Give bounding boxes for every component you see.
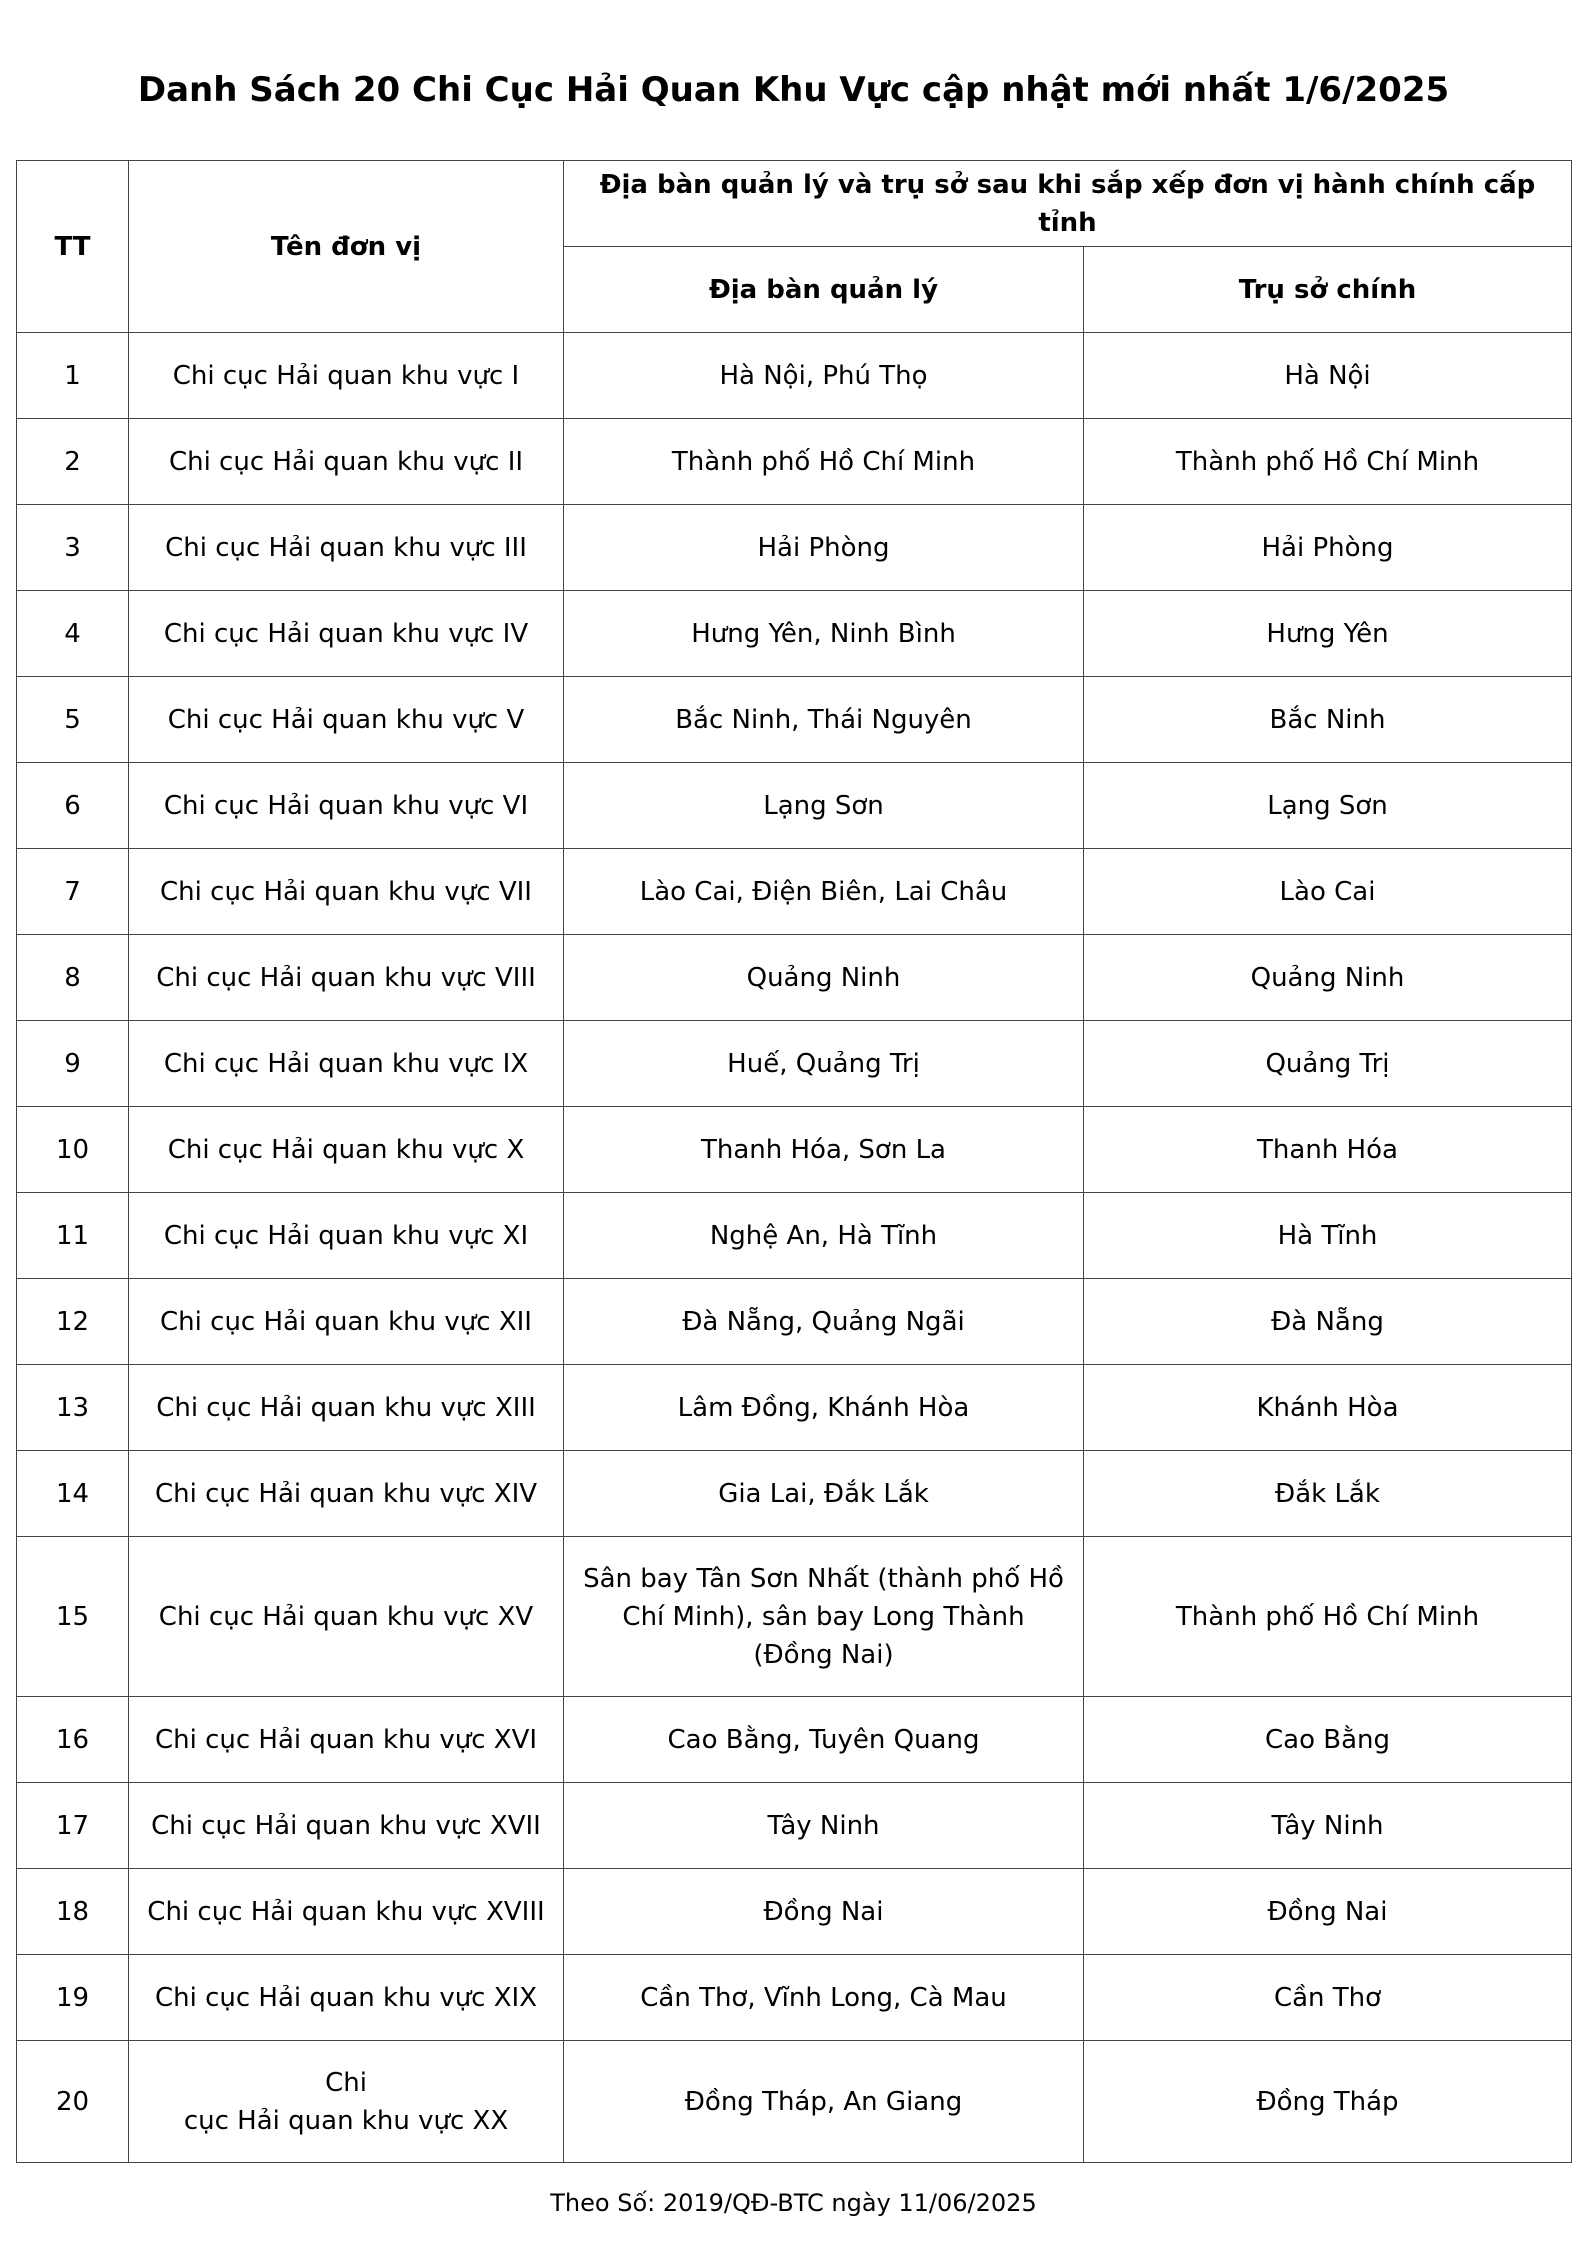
cell-tt: 3 xyxy=(17,505,129,591)
cell-headquarters: Thanh Hóa xyxy=(1084,1107,1572,1193)
table-row xyxy=(17,505,1572,591)
cell-area: Quảng Ninh xyxy=(564,935,1084,1021)
cell-headquarters: Đắk Lắk xyxy=(1084,1451,1572,1537)
cell-area: Bắc Ninh, Thái Nguyên xyxy=(564,677,1084,763)
cell-tt: 12 xyxy=(17,1279,129,1365)
cell-headquarters: Hưng Yên xyxy=(1084,591,1572,677)
cell-headquarters: Cần Thơ xyxy=(1084,1955,1572,2041)
table-row xyxy=(17,591,1572,677)
cell-headquarters: Thành phố Hồ Chí Minh xyxy=(1084,1537,1572,1697)
cell-area: Sân bay Tân Sơn Nhất (thành phố Hồ Chí Minh), sân bay Long Thành (Đồng Nai) xyxy=(564,1537,1084,1697)
cell-area: Lâm Đồng, Khánh Hòa xyxy=(564,1365,1084,1451)
table-row xyxy=(17,935,1572,1021)
cell-headquarters: Lạng Sơn xyxy=(1084,763,1572,849)
cell-unit-name: Chi cục Hải quan khu vực IV xyxy=(129,591,564,677)
customs-offices-table xyxy=(16,160,1572,2163)
cell-area: Thành phố Hồ Chí Minh xyxy=(564,419,1084,505)
cell-tt: 16 xyxy=(17,1697,129,1783)
cell-headquarters: Quảng Ninh xyxy=(1084,935,1572,1021)
table-row xyxy=(17,419,1572,505)
cell-tt: 10 xyxy=(17,1107,129,1193)
cell-unit-name: Chi cục Hải quan khu vực XVII xyxy=(129,1783,564,1869)
cell-headquarters: Hà Nội xyxy=(1084,333,1572,419)
table-row xyxy=(17,677,1572,763)
table-row xyxy=(17,1365,1572,1451)
table-row xyxy=(17,1107,1572,1193)
cell-headquarters: Bắc Ninh xyxy=(1084,677,1572,763)
table-row xyxy=(17,1537,1572,1697)
cell-area: Lào Cai, Điện Biên, Lai Châu xyxy=(564,849,1084,935)
cell-tt: 20 xyxy=(17,2041,129,2163)
cell-area: Đồng Tháp, An Giang xyxy=(564,2041,1084,2163)
footer-note: Theo Số: 2019/QĐ-BTC ngày 11/06/2025 xyxy=(550,2189,1037,2217)
cell-tt: 15 xyxy=(17,1537,129,1697)
cell-area: Hà Nội, Phú Thọ xyxy=(564,333,1084,419)
cell-area: Đà Nẵng, Quảng Ngãi xyxy=(564,1279,1084,1365)
cell-unit-name: Chi cục Hải quan khu vực XIII xyxy=(129,1365,564,1451)
cell-tt: 8 xyxy=(17,935,129,1021)
cell-area: Đồng Nai xyxy=(564,1869,1084,1955)
cell-unit-name: Chi cục Hải quan khu vực VI xyxy=(129,763,564,849)
cell-area: Nghệ An, Hà Tĩnh xyxy=(564,1193,1084,1279)
table-row xyxy=(17,1783,1572,1869)
cell-tt: 6 xyxy=(17,763,129,849)
cell-unit-name: Chi cục Hải quan khu vực VII xyxy=(129,849,564,935)
table-row xyxy=(17,849,1572,935)
cell-unit-name: Chi cục Hải quan khu vực XII xyxy=(129,1279,564,1365)
cell-area: Huế, Quảng Trị xyxy=(564,1021,1084,1107)
cell-tt: 7 xyxy=(17,849,129,935)
cell-tt: 14 xyxy=(17,1451,129,1537)
cell-area: Cần Thơ, Vĩnh Long, Cà Mau xyxy=(564,1955,1084,2041)
cell-tt: 11 xyxy=(17,1193,129,1279)
table-row xyxy=(17,1451,1572,1537)
cell-unit-name: Chi cục Hải quan khu vực IX xyxy=(129,1021,564,1107)
cell-area: Lạng Sơn xyxy=(564,763,1084,849)
table-row xyxy=(17,1279,1572,1365)
cell-unit-name: Chi cục Hải quan khu vực VIII xyxy=(129,935,564,1021)
cell-tt: 4 xyxy=(17,591,129,677)
header-unit-name: Tên đơn vị xyxy=(129,161,564,333)
cell-tt: 9 xyxy=(17,1021,129,1107)
cell-unit-name: Chi cục Hải quan khu vực XI xyxy=(129,1193,564,1279)
cell-headquarters: Hải Phòng xyxy=(1084,505,1572,591)
header-area: Địa bàn quản lý xyxy=(564,247,1084,333)
table-body xyxy=(17,333,1572,2163)
table-header xyxy=(17,161,1572,333)
cell-tt: 19 xyxy=(17,1955,129,2041)
cell-area: Gia Lai, Đắk Lắk xyxy=(564,1451,1084,1537)
cell-tt: 1 xyxy=(17,333,129,419)
cell-area: Tây Ninh xyxy=(564,1783,1084,1869)
cell-unit-name: Chi cục Hải quan khu vực XV xyxy=(129,1537,564,1697)
cell-headquarters: Thành phố Hồ Chí Minh xyxy=(1084,419,1572,505)
table-row xyxy=(17,333,1572,419)
table-row xyxy=(17,1193,1572,1279)
cell-headquarters: Đà Nẵng xyxy=(1084,1279,1572,1365)
table-row xyxy=(17,1869,1572,1955)
header-tt: TT xyxy=(17,161,129,333)
cell-tt: 2 xyxy=(17,419,129,505)
cell-headquarters: Lào Cai xyxy=(1084,849,1572,935)
cell-unit-name: Chi cục Hải quan khu vực XVIII xyxy=(129,1869,564,1955)
cell-unit-name: Chi cục Hải quan khu vực III xyxy=(129,505,564,591)
cell-headquarters: Quảng Trị xyxy=(1084,1021,1572,1107)
cell-tt: 18 xyxy=(17,1869,129,1955)
table-row xyxy=(17,1021,1572,1107)
cell-tt: 5 xyxy=(17,677,129,763)
cell-headquarters: Đồng Tháp xyxy=(1084,2041,1572,2163)
table-row xyxy=(17,1697,1572,1783)
cell-headquarters: Tây Ninh xyxy=(1084,1783,1572,1869)
table-row xyxy=(17,2041,1572,2163)
cell-unit-name: Chi cục Hải quan khu vực V xyxy=(129,677,564,763)
cell-headquarters: Hà Tĩnh xyxy=(1084,1193,1572,1279)
cell-unit-name: Chi cục Hải quan khu vực XIV xyxy=(129,1451,564,1537)
cell-unit-name: Chi cục Hải quan khu vực XVI xyxy=(129,1697,564,1783)
header-group: Địa bàn quản lý và trụ sở sau khi sắp xếp đơn vị hành chính cấp tỉnh xyxy=(564,161,1572,247)
header-row-1 xyxy=(17,161,1572,247)
cell-tt: 17 xyxy=(17,1783,129,1869)
table-row xyxy=(17,1955,1572,2041)
header-headquarters: Trụ sở chính xyxy=(1084,247,1572,333)
cell-unit-name: Chi cục Hải quan khu vực XIX xyxy=(129,1955,564,2041)
page-title: Danh Sách 20 Chi Cục Hải Quan Khu Vực cập nhật mới nhất 1/6/2025 xyxy=(137,70,1450,110)
cell-area: Cao Bằng, Tuyên Quang xyxy=(564,1697,1084,1783)
cell-unit-name: Chi cục Hải quan khu vực X xyxy=(129,1107,564,1193)
cell-unit-name: Chi cục Hải quan khu vực I xyxy=(129,333,564,419)
cell-area: Hưng Yên, Ninh Bình xyxy=(564,591,1084,677)
cell-unit-name: Chi cục Hải quan khu vực XX xyxy=(129,2041,564,2163)
cell-unit-name: Chi cục Hải quan khu vực II xyxy=(129,419,564,505)
cell-headquarters: Khánh Hòa xyxy=(1084,1365,1572,1451)
cell-headquarters: Đồng Nai xyxy=(1084,1869,1572,1955)
cell-area: Thanh Hóa, Sơn La xyxy=(564,1107,1084,1193)
cell-headquarters: Cao Bằng xyxy=(1084,1697,1572,1783)
cell-area: Hải Phòng xyxy=(564,505,1084,591)
table-row xyxy=(17,763,1572,849)
cell-tt: 13 xyxy=(17,1365,129,1451)
